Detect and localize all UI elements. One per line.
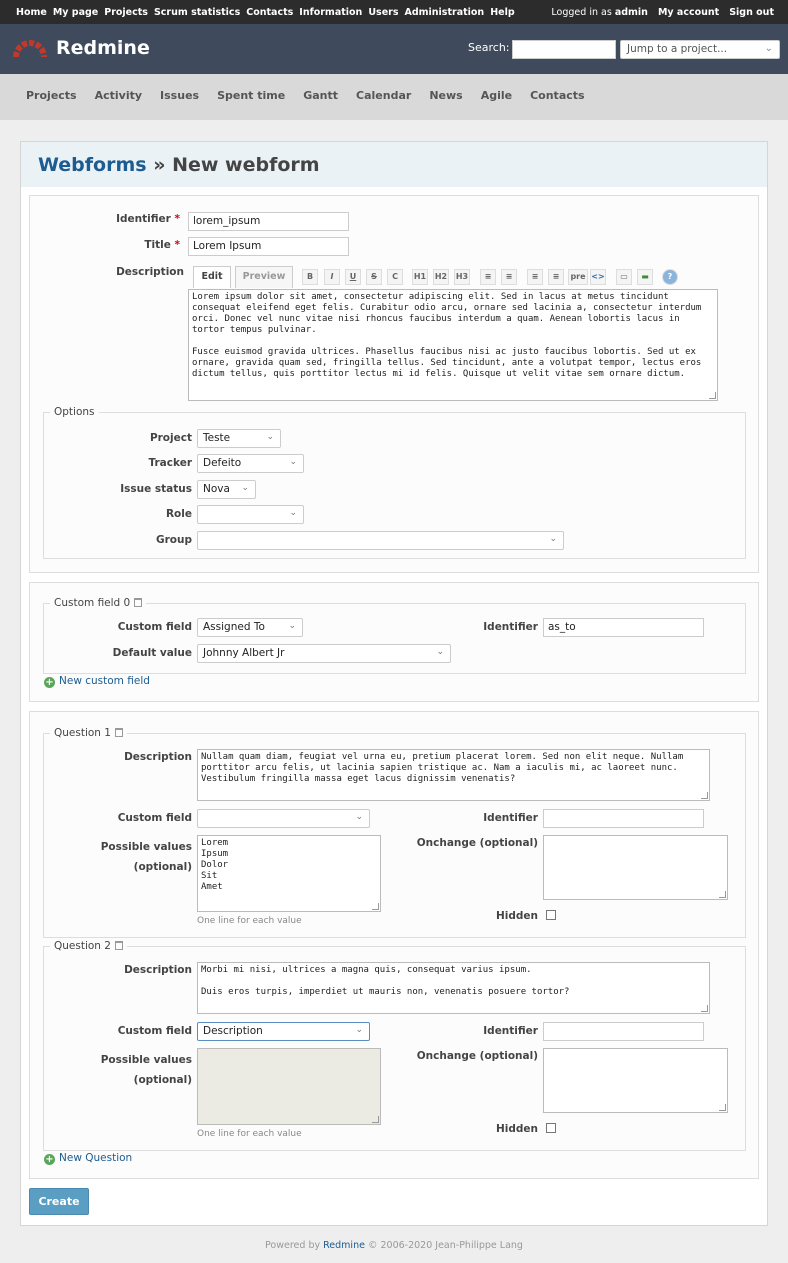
heading3-icon[interactable]: H3 bbox=[454, 269, 470, 285]
heading1-icon[interactable]: H1 bbox=[412, 269, 428, 285]
search-label: Search: bbox=[468, 41, 510, 54]
q2-identifier-label: Identifier bbox=[483, 1025, 538, 1037]
question-1-fieldset bbox=[43, 727, 746, 938]
q1-possible-values-textarea[interactable] bbox=[197, 835, 381, 912]
top-menu-information[interactable]: Information bbox=[299, 7, 363, 18]
chevron-down-icon: ⌄ bbox=[436, 647, 444, 657]
q2-identifier-input[interactable] bbox=[543, 1022, 704, 1041]
chevron-down-icon: ⌄ bbox=[355, 812, 363, 822]
default-value-label: Default value bbox=[112, 647, 192, 659]
chevron-down-icon: ⌄ bbox=[355, 1025, 363, 1035]
issue-status-value: Nova bbox=[203, 483, 230, 495]
q2-description-text: Morbi mi nisi, ultrices a magna quis, consequat varius ipsum. Duis eros turpis, imperdiet ut mauris non, venenatis posuere tortor? bbox=[201, 965, 570, 997]
chevron-down-icon: ⌄ bbox=[266, 432, 274, 442]
resize-handle-icon[interactable] bbox=[701, 792, 708, 799]
breadcrumb-webforms[interactable]: Webforms bbox=[38, 154, 147, 176]
unordered-list-icon[interactable]: ≡ bbox=[480, 269, 496, 285]
title-bar bbox=[21, 142, 767, 187]
footer bbox=[0, 1240, 788, 1251]
q1-onchange-label: Onchange (optional) bbox=[416, 837, 538, 849]
add-icon: + bbox=[45, 1154, 54, 1165]
top-menu-contacts[interactable]: Contacts bbox=[246, 7, 294, 18]
underline-icon[interactable]: U bbox=[345, 269, 361, 285]
tab-agile[interactable]: Agile bbox=[480, 89, 513, 102]
trash-icon[interactable] bbox=[115, 941, 123, 950]
tracker-value: Defeito bbox=[203, 457, 242, 469]
q1-hint: One line for each value bbox=[197, 916, 302, 926]
q2-possible-values-label-2: (optional) bbox=[133, 1074, 192, 1086]
title-label bbox=[70, 239, 180, 251]
options-legend: Options bbox=[50, 406, 99, 418]
unquote-icon[interactable]: ≡ bbox=[548, 269, 564, 285]
webform-main-box bbox=[29, 195, 759, 573]
title-current: New webform bbox=[172, 154, 320, 176]
q1-possible-values-label bbox=[84, 837, 192, 877]
tab-preview[interactable]: Preview bbox=[235, 266, 293, 288]
q2-possible-values-label bbox=[84, 1050, 192, 1090]
new-question-text: New Question bbox=[59, 1152, 133, 1164]
identifier-label-text: Identifier bbox=[116, 213, 171, 225]
custom-field-value: Assigned To bbox=[203, 621, 265, 633]
chevron-down-icon: ⌄ bbox=[764, 43, 773, 54]
code-icon[interactable]: C bbox=[387, 269, 403, 285]
q1-custom-field-select[interactable] bbox=[197, 809, 370, 828]
project-label: Project bbox=[149, 432, 192, 444]
resize-handle-icon[interactable] bbox=[719, 891, 726, 898]
q2-description-label: Description bbox=[124, 964, 192, 976]
q1-hidden-checkbox[interactable] bbox=[546, 910, 556, 920]
q2-custom-field-value: Description bbox=[203, 1025, 263, 1037]
tab-activity[interactable]: Activity bbox=[94, 89, 143, 102]
custom-field-select[interactable] bbox=[197, 618, 303, 637]
q2-possible-values-label-1: Possible values bbox=[100, 1054, 192, 1066]
custom-field-0-legend-text: Custom field 0 bbox=[54, 597, 131, 609]
content bbox=[20, 141, 768, 1226]
custom-fields-box bbox=[29, 582, 759, 702]
required-mark: * bbox=[174, 213, 180, 225]
wiki-link-icon[interactable]: ▭ bbox=[616, 269, 632, 285]
q1-onchange-textarea[interactable] bbox=[543, 835, 728, 900]
description-paragraph-2: Fusce euismod gravida ultrices. Phasellus faucibus nisi ac justo faucibus lobortis. Sed ut ex ornare, gravida quam sed, fringilla tellus. Sed tincidunt, ante a volutpat tempor, lectus eros dictum tellus, quis porttitor lectus mi id felis. Quisque ut velit vitae sem ornare dictum. bbox=[192, 347, 707, 379]
app-title[interactable]: Redmine bbox=[56, 37, 150, 59]
logged-in-text bbox=[551, 7, 648, 18]
footer-powered-by: Powered by bbox=[265, 1240, 321, 1251]
question-1-legend bbox=[50, 727, 127, 739]
ordered-list-icon[interactable]: ≡ bbox=[501, 269, 517, 285]
chevron-down-icon: ⌄ bbox=[288, 621, 296, 631]
project-select[interactable] bbox=[197, 429, 281, 448]
resize-handle-icon[interactable] bbox=[701, 1005, 708, 1012]
description-label: Description bbox=[116, 266, 184, 278]
tab-news[interactable]: News bbox=[429, 89, 463, 102]
jump-placeholder: Jump to a project... bbox=[627, 43, 728, 55]
title-input[interactable]: Lorem Ipsum bbox=[188, 237, 349, 256]
default-value: Johnny Albert Jr bbox=[203, 647, 285, 659]
tracker-select[interactable] bbox=[197, 454, 304, 473]
identifier-input[interactable]: lorem_ipsum bbox=[188, 212, 349, 231]
add-icon: + bbox=[45, 677, 54, 688]
issue-status-label: Issue status bbox=[120, 483, 192, 495]
resize-handle-icon[interactable] bbox=[372, 1116, 379, 1123]
chevron-down-icon: ⌄ bbox=[549, 534, 557, 544]
title-label-text: Title bbox=[144, 239, 171, 251]
description-textarea[interactable] bbox=[188, 289, 718, 401]
title-separator: » bbox=[146, 154, 173, 176]
tracker-label: Tracker bbox=[148, 457, 192, 469]
top-menu-users[interactable]: Users bbox=[368, 7, 399, 18]
q1-possible-values-text: Lorem Ipsum Dolor Sit Amet bbox=[201, 838, 229, 892]
resize-handle-icon[interactable] bbox=[372, 903, 379, 910]
role-label: Role bbox=[165, 508, 192, 520]
help-icon[interactable]: ? bbox=[662, 269, 678, 285]
preformatted-icon[interactable]: pre bbox=[568, 269, 588, 285]
my-account-link[interactable]: My account bbox=[657, 7, 720, 18]
account-menu bbox=[551, 7, 774, 18]
cf-identifier-label: Identifier bbox=[483, 621, 538, 633]
main-menu bbox=[0, 74, 788, 120]
q2-custom-field-select[interactable] bbox=[197, 1022, 370, 1041]
logged-in-user[interactable]: admin bbox=[614, 7, 648, 18]
footer-redmine-link[interactable]: Redmine bbox=[323, 1240, 365, 1251]
q1-identifier-input[interactable] bbox=[543, 809, 704, 828]
q2-hint: One line for each value bbox=[197, 1129, 302, 1139]
create-button[interactable]: Create bbox=[29, 1188, 89, 1215]
tab-issues[interactable]: Issues bbox=[160, 89, 200, 102]
q2-hidden-label: Hidden bbox=[495, 1123, 538, 1135]
q1-possible-values-label-2: (optional) bbox=[133, 861, 192, 873]
tab-gantt[interactable]: Gantt bbox=[303, 89, 339, 102]
top-menu-left bbox=[16, 7, 515, 18]
q1-description-text: Nullam quam diam, feugiat vel urna eu, pretium placerat lorem. Sed non elit neque. Nullam porttitor arcu felis, ut lacinia sapien tristique ac. Nam a iaculis mi, ac laoreet nunc. Vestibulum fringilla massa eget lacus dignissim venenatis? bbox=[201, 752, 689, 784]
trash-icon[interactable] bbox=[134, 598, 142, 607]
custom-field-label: Custom field bbox=[117, 621, 192, 633]
highlighted-code-icon[interactable]: <> bbox=[590, 269, 606, 285]
chevron-down-icon: ⌄ bbox=[241, 483, 249, 493]
top-menu-scrum-statistics[interactable]: Scrum statistics bbox=[153, 7, 241, 18]
project-value: Teste bbox=[203, 432, 231, 444]
search-input[interactable] bbox=[512, 40, 616, 59]
q1-identifier-label: Identifier bbox=[483, 812, 538, 824]
question-2-legend-text: Question 2 bbox=[54, 940, 111, 952]
heading2-icon[interactable]: H2 bbox=[433, 269, 449, 285]
q1-possible-values-label-1: Possible values bbox=[100, 841, 192, 853]
page-title bbox=[38, 154, 320, 176]
tab-calendar[interactable]: Calendar bbox=[356, 89, 412, 102]
custom-field-0-fieldset bbox=[43, 597, 746, 674]
issue-status-select[interactable] bbox=[197, 480, 256, 499]
footer-copyright: © 2006-2020 Jean-Philippe Lang bbox=[367, 1240, 523, 1251]
tab-contacts[interactable]: Contacts bbox=[530, 89, 585, 102]
q1-description-label: Description bbox=[124, 751, 192, 763]
resize-handle-icon[interactable] bbox=[719, 1104, 726, 1111]
q2-custom-field-label: Custom field bbox=[117, 1025, 192, 1037]
tab-edit[interactable]: Edit bbox=[193, 266, 231, 288]
resize-handle-icon[interactable] bbox=[709, 392, 716, 399]
trash-icon[interactable] bbox=[115, 728, 123, 737]
questions-box bbox=[29, 711, 759, 1179]
tab-projects[interactable]: Projects bbox=[26, 89, 77, 102]
q2-possible-values-textarea bbox=[197, 1048, 381, 1125]
q2-description-textarea[interactable] bbox=[197, 962, 710, 1014]
q2-onchange-textarea[interactable] bbox=[543, 1048, 728, 1113]
q1-custom-field-label: Custom field bbox=[117, 812, 192, 824]
bold-icon[interactable]: B bbox=[302, 269, 318, 285]
chevron-down-icon: ⌄ bbox=[289, 508, 297, 518]
q2-onchange-label: Onchange (optional) bbox=[416, 1050, 538, 1062]
q1-hidden-label: Hidden bbox=[495, 910, 538, 922]
options-fieldset bbox=[43, 406, 746, 559]
chevron-down-icon: ⌄ bbox=[289, 457, 297, 467]
q1-description-textarea[interactable] bbox=[197, 749, 710, 801]
cf-identifier-input[interactable]: as_to bbox=[543, 618, 704, 637]
new-custom-field-text: New custom field bbox=[59, 675, 150, 687]
top-menu-administration[interactable]: Administration bbox=[404, 7, 485, 18]
description-paragraph-1: Lorem ipsum dolor sit amet, consectetur adipiscing elit. Sed in lacus at metus tincidunt consequat eleifend eget felis. Curabitur odio arcu, ornare sed lacinia a, consectetur interdum orci. Donec vel nunc vitae nisi rhoncus faucibus interdum a quam. Aenean lobortis lacus in tortor tempus pulvinar. bbox=[192, 292, 707, 335]
top-menu bbox=[0, 0, 788, 24]
custom-field-0-legend bbox=[50, 597, 146, 609]
default-value-select[interactable] bbox=[197, 644, 451, 663]
logged-in-label: Logged in as bbox=[551, 7, 612, 18]
header bbox=[0, 24, 788, 74]
jump-to-project-select[interactable] bbox=[620, 40, 780, 59]
top-menu-projects[interactable]: Projects bbox=[104, 7, 148, 18]
required-mark: * bbox=[174, 239, 180, 251]
role-select[interactable] bbox=[197, 505, 304, 524]
q2-hidden-checkbox[interactable] bbox=[546, 1123, 556, 1133]
question-2-legend bbox=[50, 940, 127, 952]
redmine-logo-icon bbox=[12, 35, 48, 59]
question-1-legend-text: Question 1 bbox=[54, 727, 111, 739]
question-2-fieldset bbox=[43, 940, 746, 1151]
italic-icon[interactable]: I bbox=[324, 269, 340, 285]
image-icon[interactable]: ▬ bbox=[637, 269, 653, 285]
new-custom-field-link[interactable] bbox=[44, 675, 150, 688]
sign-out-link[interactable]: Sign out bbox=[729, 7, 774, 18]
quote-icon[interactable]: ≡ bbox=[527, 269, 543, 285]
group-select[interactable] bbox=[197, 531, 564, 550]
identifier-label bbox=[70, 213, 180, 225]
group-label: Group bbox=[155, 534, 192, 546]
top-menu-my-page[interactable]: My page bbox=[52, 7, 99, 18]
new-question-link[interactable] bbox=[44, 1152, 132, 1165]
top-menu-help[interactable]: Help bbox=[490, 7, 515, 18]
tab-spent-time[interactable]: Spent time bbox=[217, 89, 286, 102]
top-menu-home[interactable]: Home bbox=[16, 7, 47, 18]
strikethrough-icon[interactable]: S bbox=[366, 269, 382, 285]
